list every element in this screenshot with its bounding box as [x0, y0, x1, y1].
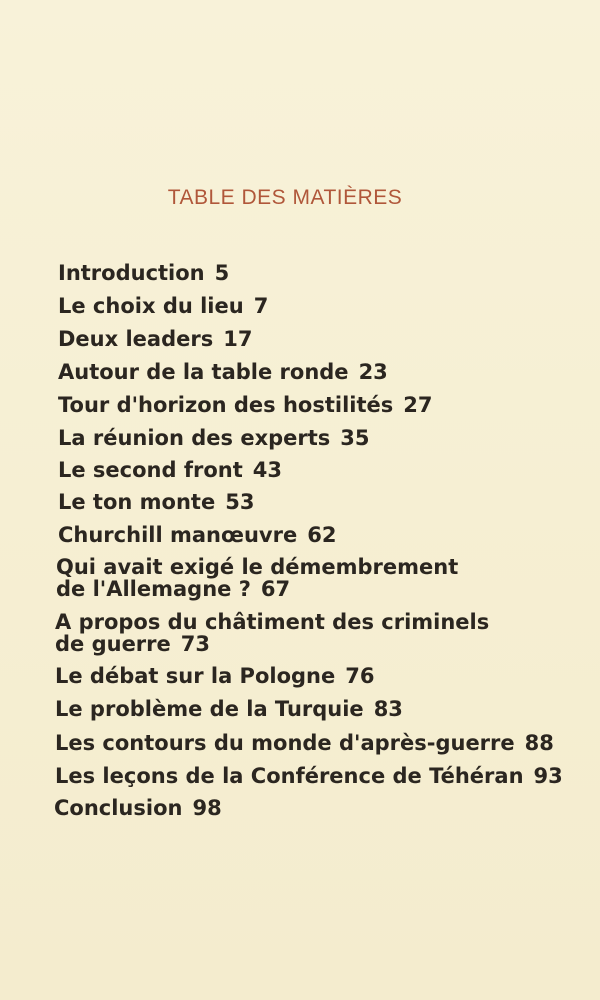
toc-page-number: 27: [403, 393, 433, 417]
toc-page-number: 53: [225, 490, 255, 514]
toc-entry-line: [55, 633, 489, 655]
toc-entry: [54, 797, 222, 819]
toc-entry: [55, 732, 554, 754]
toc-page-number: 7: [253, 294, 269, 318]
toc-entry: [58, 262, 229, 284]
toc-entry-title: Conclusion: [54, 796, 183, 820]
toc-entry-title: Introduction: [58, 261, 205, 285]
toc-entry: [58, 361, 388, 383]
toc-entry: [55, 665, 374, 687]
toc-page-number: 76: [345, 664, 375, 688]
toc-page-number: 67: [260, 577, 291, 601]
toc-entry-title: Deux leaders: [58, 327, 214, 351]
toc-entry-title: Qui avait exigé le démembrement: [56, 555, 459, 579]
toc-entry-line: [55, 698, 403, 720]
toc-page-number: 23: [358, 360, 388, 384]
toc-page-number: 5: [214, 261, 230, 285]
page-title: TABLE DES MATIÈRES: [167, 186, 403, 210]
toc-entry-line: [56, 556, 458, 578]
toc-entry-line: [58, 295, 268, 317]
toc-entry-line: [55, 765, 563, 787]
toc-entry-line: [58, 524, 336, 546]
toc-entry: [58, 394, 433, 416]
toc-entry-line: [58, 262, 229, 284]
toc-entry: [58, 328, 252, 350]
toc-entry-title: Le choix du lieu: [58, 294, 244, 318]
toc-entry-title: Les contours du monde d'après-guerre: [55, 731, 515, 755]
toc-entry-title: Autour de la table ronde: [58, 360, 349, 384]
toc-entry-line: [58, 491, 254, 513]
toc-entry-title: Le problème de la Turquie: [55, 697, 364, 721]
toc-entry: [56, 556, 458, 600]
toc-page-number: 93: [533, 764, 563, 788]
toc-page-number: 73: [180, 632, 211, 656]
toc-entry-title: Le second front: [58, 458, 243, 482]
toc-entry: [55, 611, 489, 655]
toc-page-number: 98: [192, 796, 222, 820]
toc-entry-title: Le débat sur la Pologne: [55, 664, 336, 688]
toc-entry-line: [55, 665, 374, 687]
toc-entry-line: [58, 361, 388, 383]
toc-page-number: 83: [373, 697, 403, 721]
toc-entry-line: [54, 797, 222, 819]
toc-entry-line: [58, 459, 282, 481]
toc-page-number: 43: [252, 458, 282, 482]
toc-entry-title: Le ton monte: [58, 490, 216, 514]
toc-entry-line: [55, 611, 489, 633]
toc-entry-line: [58, 394, 433, 416]
toc-entry-line: [56, 578, 458, 600]
toc-entry: [58, 427, 370, 449]
toc-entry: [58, 295, 268, 317]
toc-entry: [55, 698, 403, 720]
toc-entry-line: [55, 732, 554, 754]
toc-entry-line: [58, 427, 370, 449]
toc-entry-title: A propos du châtiment des criminels: [55, 610, 490, 634]
toc-page-number: 88: [524, 731, 554, 755]
toc-entry-title: de l'Allemagne ?: [56, 577, 251, 601]
toc-entry-title: Les leçons de la Conférence de Téhéran: [55, 764, 524, 788]
toc-entry-title: Churchill manœuvre: [58, 523, 298, 547]
toc-page-number: 62: [307, 523, 337, 547]
toc-page-number: 17: [223, 327, 253, 351]
toc-page-number: 35: [340, 426, 370, 450]
toc-entry: [58, 491, 254, 513]
toc-entry: [58, 459, 282, 481]
toc-entry-title: La réunion des experts: [58, 426, 331, 450]
toc-entry-title: de guerre: [55, 632, 171, 656]
toc-entry-title: Tour d'horizon des hostilités: [58, 393, 394, 417]
toc-entry-line: [58, 328, 252, 350]
toc-entry: [55, 765, 563, 787]
toc-entry: [58, 524, 336, 546]
